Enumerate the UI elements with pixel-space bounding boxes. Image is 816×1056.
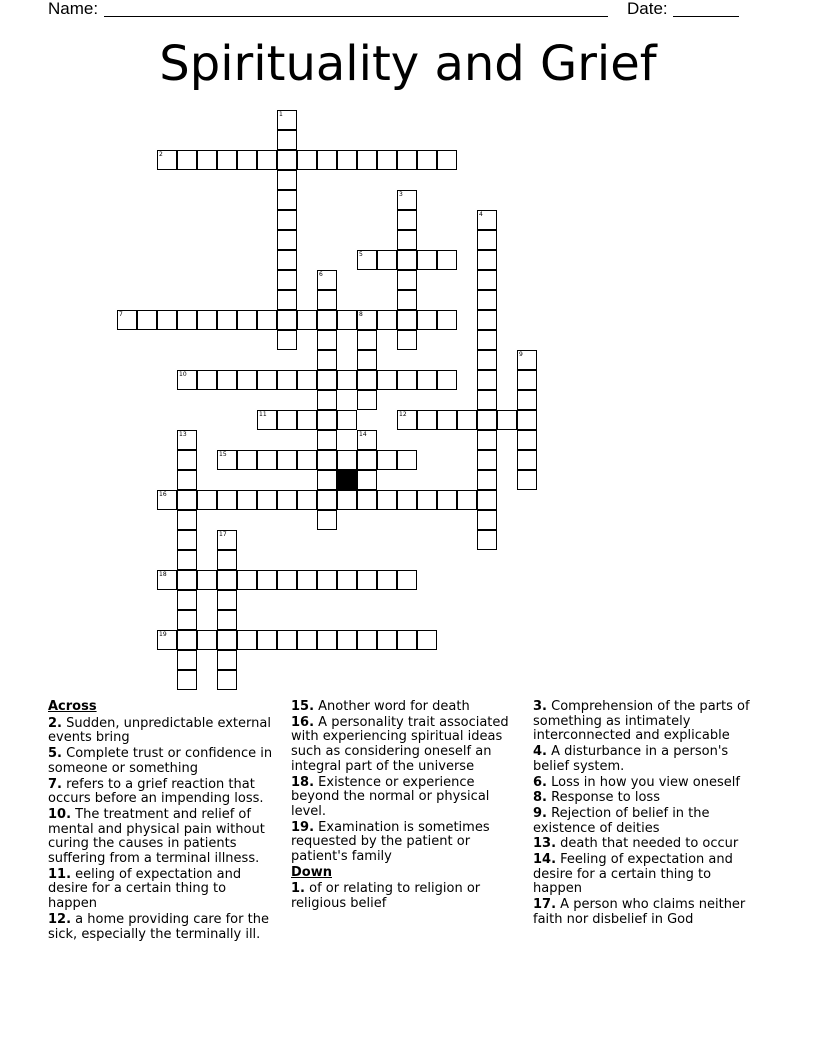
grid-cell[interactable] — [477, 350, 497, 370]
grid-cell[interactable] — [217, 490, 237, 510]
grid-cell[interactable] — [477, 290, 497, 310]
across-clue — [48, 808, 274, 867]
grid-cell[interactable] — [217, 370, 237, 390]
grid-cell[interactable] — [237, 630, 257, 650]
grid-cell[interactable] — [517, 370, 537, 390]
grid-cell[interactable] — [437, 410, 457, 430]
grid-cell[interactable] — [377, 310, 397, 330]
grid-cell[interactable] — [377, 570, 397, 590]
grid-cell[interactable] — [437, 150, 457, 170]
clue-number: 9. — [533, 805, 547, 821]
grid-cell[interactable] — [217, 610, 237, 630]
clue-number: 12. — [48, 911, 72, 927]
grid-cell[interactable] — [397, 450, 417, 470]
grid-cell[interactable] — [397, 230, 417, 250]
clue-text: a home providing care for the sick, especially the terminally ill. — [48, 911, 269, 942]
grid-cell[interactable] — [217, 670, 237, 690]
grid-cell[interactable] — [197, 570, 217, 590]
across-clue — [291, 776, 517, 820]
grid-cell[interactable] — [257, 310, 277, 330]
clue-text: Examination is sometimes requested by the patient or patient's family — [291, 819, 490, 865]
grid-cell[interactable] — [237, 310, 257, 330]
down-clue — [291, 882, 517, 911]
clue-number: 19. — [291, 819, 315, 835]
grid-cell[interactable] — [477, 250, 497, 270]
clue-number: 16. — [291, 714, 315, 730]
clue-number: 3 — [399, 191, 403, 198]
grid-cell[interactable] — [137, 310, 157, 330]
grid-cell[interactable] — [177, 590, 197, 610]
grid-cell[interactable] — [277, 330, 297, 350]
grid-cell[interactable] — [417, 370, 437, 390]
grid-cell[interactable] — [197, 630, 217, 650]
grid-cell[interactable] — [277, 170, 297, 190]
clue-text: Comprehension of the parts of something as intimately interconnected and explicable — [533, 699, 750, 744]
grid-cell[interactable] — [337, 570, 357, 590]
grid-cell[interactable] — [297, 410, 317, 430]
clue-number: 17 — [219, 531, 227, 538]
grid-cell[interactable] — [277, 310, 297, 330]
grid-cell[interactable] — [357, 350, 377, 370]
grid-cell[interactable] — [337, 310, 357, 330]
clue-number: 6 — [319, 271, 323, 278]
down-clue — [533, 791, 759, 806]
grid-cell[interactable] — [317, 150, 337, 170]
grid-cell[interactable] — [297, 630, 317, 650]
grid-cell[interactable] — [277, 490, 297, 510]
down-clue — [533, 700, 759, 744]
across-clue — [291, 700, 517, 715]
grid-cell[interactable] — [477, 390, 497, 410]
grid-cell[interactable] — [217, 150, 237, 170]
clue-number: 14 — [359, 431, 367, 438]
grid-cell[interactable] — [397, 150, 417, 170]
grid-cell[interactable] — [397, 210, 417, 230]
grid-cell[interactable] — [197, 490, 217, 510]
grid-cell[interactable] — [337, 370, 357, 390]
clues-column-1 — [48, 700, 274, 943]
grid-cell[interactable] — [177, 610, 197, 630]
clue-number: 18 — [159, 571, 167, 578]
grid-cell[interactable] — [177, 490, 197, 510]
clue-number: 2. — [48, 715, 62, 731]
grid-cell[interactable] — [277, 110, 297, 130]
grid-cell[interactable] — [257, 370, 277, 390]
grid-cell[interactable] — [237, 150, 257, 170]
grid-cell[interactable] — [237, 570, 257, 590]
grid-cell[interactable] — [517, 470, 537, 490]
grid-cell[interactable] — [277, 290, 297, 310]
grid-cell[interactable] — [257, 410, 277, 430]
down-heading: Down — [291, 864, 332, 880]
grid-cell[interactable] — [377, 150, 397, 170]
across-heading: Across — [48, 699, 97, 714]
grid-cell[interactable] — [317, 270, 337, 290]
grid-cell[interactable] — [177, 150, 197, 170]
grid-cell[interactable] — [177, 570, 197, 590]
clue-number: 4. — [533, 744, 547, 760]
grid-cell[interactable] — [217, 590, 237, 610]
clue-number: 11 — [259, 411, 267, 418]
grid-cell[interactable] — [177, 550, 197, 570]
grid-cell[interactable] — [197, 150, 217, 170]
grid-cell[interactable] — [197, 310, 217, 330]
clue-number: 5 — [359, 251, 363, 258]
clue-number: 6. — [533, 774, 547, 790]
grid-cell[interactable] — [357, 250, 377, 270]
grid-cell[interactable] — [157, 630, 177, 650]
grid-cell[interactable] — [317, 510, 337, 530]
grid-cell[interactable] — [417, 410, 437, 430]
grid-cell[interactable] — [177, 510, 197, 530]
clue-number: 17. — [533, 897, 557, 913]
clue-text: Feeling of expectation and desire for a certain thing to happen — [533, 852, 733, 897]
grid-cell[interactable] — [357, 310, 377, 330]
grid-cell[interactable] — [477, 230, 497, 250]
grid-cell[interactable] — [357, 470, 377, 490]
grid-cell[interactable] — [177, 470, 197, 490]
grid-cell[interactable] — [217, 530, 237, 550]
clue-text: death that needed to occur — [556, 836, 739, 852]
grid-cell[interactable] — [357, 570, 377, 590]
grid-cell[interactable] — [377, 370, 397, 390]
grid-cell[interactable] — [177, 650, 197, 670]
grid-cell[interactable] — [297, 150, 317, 170]
clue-number: 19 — [159, 631, 167, 638]
grid-cell[interactable] — [437, 490, 457, 510]
clue-number: 5. — [48, 746, 62, 762]
grid-cell[interactable] — [337, 630, 357, 650]
grid-cell[interactable] — [177, 630, 197, 650]
grid-cell[interactable] — [337, 410, 357, 430]
clue-number: 15. — [291, 699, 315, 714]
clue-text: Sudden, unpredictable external events bring — [48, 715, 271, 746]
grid-cell[interactable] — [277, 190, 297, 210]
grid-cell[interactable] — [477, 270, 497, 290]
grid-cell[interactable] — [377, 490, 397, 510]
grid-cell[interactable] — [477, 330, 497, 350]
grid-cell[interactable] — [217, 310, 237, 330]
grid-cell[interactable] — [177, 430, 197, 450]
grid-cell[interactable] — [197, 370, 217, 390]
grid-cell[interactable] — [437, 370, 457, 390]
grid-cell[interactable] — [317, 470, 337, 490]
clue-text: Complete trust or confidence in someone or something — [48, 746, 273, 776]
across-clue — [48, 913, 274, 942]
grid-cell[interactable] — [417, 490, 437, 510]
grid-cell[interactable] — [217, 570, 237, 590]
clue-number: 12 — [399, 411, 407, 418]
grid-cell[interactable] — [317, 430, 337, 450]
grid-cell[interactable] — [337, 150, 357, 170]
clue-number: 7. — [48, 776, 62, 792]
clue-number: 18. — [291, 774, 315, 790]
clue-number: 8 — [359, 311, 363, 318]
clue-text: A personality trait associated with experiencing spiritual ideas such as considering oneself an integral part of the universe — [291, 714, 509, 774]
grid-cell[interactable] — [177, 370, 197, 390]
grid-cell[interactable] — [157, 310, 177, 330]
grid-cell[interactable] — [277, 270, 297, 290]
grid-cell[interactable] — [397, 250, 417, 270]
clue-text: refers to a grief reaction that occurs before an impending loss. — [48, 776, 264, 807]
grid-cell[interactable] — [357, 370, 377, 390]
grid-cell[interactable] — [317, 450, 337, 470]
grid-cell[interactable] — [437, 250, 457, 270]
down-clue — [533, 745, 759, 774]
grid-cell[interactable] — [397, 330, 417, 350]
grid-cell[interactable] — [397, 270, 417, 290]
clue-number: 15 — [219, 451, 227, 458]
clue-number: 1 — [279, 111, 283, 118]
grid-cell[interactable] — [217, 650, 237, 670]
clue-number: 10 — [179, 371, 187, 378]
grid-cell[interactable] — [477, 410, 497, 430]
grid-cell[interactable] — [277, 410, 297, 430]
grid-cell[interactable] — [457, 490, 477, 510]
grid-cell[interactable] — [317, 410, 337, 430]
grid-cell[interactable] — [477, 430, 497, 450]
black-square — [337, 470, 357, 490]
grid-cell[interactable] — [417, 150, 437, 170]
clue-number: 2 — [159, 151, 163, 158]
grid-cell[interactable] — [217, 450, 237, 470]
grid-cell[interactable] — [117, 310, 137, 330]
grid-cell[interactable] — [357, 630, 377, 650]
clue-text: Another word for death — [314, 699, 470, 714]
clue-number: 11. — [48, 866, 72, 882]
clue-text: A person who claims neither faith nor disbelief in God — [533, 897, 746, 927]
grid-cell[interactable] — [357, 450, 377, 470]
grid-cell[interactable] — [357, 390, 377, 410]
clue-number: 1. — [291, 881, 305, 897]
down-clue — [533, 837, 759, 852]
grid-cell[interactable] — [277, 570, 297, 590]
grid-cell[interactable] — [397, 410, 417, 430]
across-clue — [48, 778, 274, 807]
down-clue — [533, 807, 759, 836]
grid-cell[interactable] — [237, 370, 257, 390]
grid-cell[interactable] — [317, 630, 337, 650]
grid-cell[interactable] — [257, 490, 277, 510]
grid-cell[interactable] — [157, 570, 177, 590]
grid-cell[interactable] — [277, 250, 297, 270]
clue-text: Rejection of belief in the existence of deities — [533, 805, 710, 836]
grid-cell[interactable] — [297, 450, 317, 470]
grid-cell[interactable] — [277, 230, 297, 250]
grid-cell[interactable] — [397, 190, 417, 210]
grid-cell[interactable] — [337, 450, 357, 470]
grid-cell[interactable] — [317, 350, 337, 370]
grid-cell[interactable] — [317, 370, 337, 390]
clue-text: A disturbance in a person's belief system. — [533, 744, 729, 774]
clue-number: 3. — [533, 699, 547, 714]
grid-cell[interactable] — [517, 390, 537, 410]
clue-text: Existence or experience beyond the normal or physical level. — [291, 774, 490, 819]
grid-cell[interactable] — [257, 630, 277, 650]
grid-cell[interactable] — [237, 490, 257, 510]
across-clue — [291, 821, 517, 865]
clue-text: Loss in how you view oneself — [546, 774, 740, 790]
grid-cell[interactable] — [417, 630, 437, 650]
clue-number: 9 — [519, 351, 523, 358]
clue-number: 16 — [159, 491, 167, 498]
grid-cell[interactable] — [157, 490, 177, 510]
grid-cell[interactable] — [377, 630, 397, 650]
clue-number: 8. — [533, 790, 547, 806]
grid-cell[interactable] — [297, 370, 317, 390]
grid-cell[interactable] — [217, 630, 237, 650]
grid-cell[interactable] — [417, 310, 437, 330]
grid-cell[interactable] — [257, 570, 277, 590]
clue-number: 10. — [48, 806, 72, 822]
across-clue — [48, 717, 274, 746]
grid-cell[interactable] — [177, 450, 197, 470]
grid-cell[interactable] — [477, 450, 497, 470]
grid-cell[interactable] — [477, 310, 497, 330]
grid-cell[interactable] — [297, 310, 317, 330]
grid-cell[interactable] — [477, 490, 497, 510]
down-clue — [533, 898, 759, 927]
grid-cell[interactable] — [437, 310, 457, 330]
grid-cell[interactable] — [397, 490, 417, 510]
grid-cell[interactable] — [397, 630, 417, 650]
grid-cell[interactable] — [277, 150, 297, 170]
grid-cell[interactable] — [397, 310, 417, 330]
grid-cell[interactable] — [257, 150, 277, 170]
across-clue — [291, 716, 517, 775]
grid-cell[interactable] — [397, 290, 417, 310]
grid-cell[interactable] — [277, 130, 297, 150]
grid-cell[interactable] — [477, 210, 497, 230]
grid-cell[interactable] — [217, 550, 237, 570]
grid-cell[interactable] — [277, 370, 297, 390]
grid-cell[interactable] — [517, 430, 537, 450]
date-label: Date: — [627, 0, 668, 18]
clues-column-2 — [291, 700, 517, 913]
grid-cell[interactable] — [317, 490, 337, 510]
clue-number: 7 — [119, 311, 123, 318]
grid-cell[interactable] — [397, 570, 417, 590]
grid-cell[interactable] — [257, 450, 277, 470]
clue-text: eeling of expectation and desire for a certain thing to happen — [48, 866, 242, 912]
grid-cell[interactable] — [177, 310, 197, 330]
grid-cell[interactable] — [317, 570, 337, 590]
grid-cell[interactable] — [397, 370, 417, 390]
page-title: Spirituality and Grief — [159, 36, 657, 92]
grid-cell[interactable] — [477, 510, 497, 530]
clue-number: 13 — [179, 431, 187, 438]
grid-cell[interactable] — [157, 150, 177, 170]
grid-cell[interactable] — [357, 430, 377, 450]
down-clue — [533, 853, 759, 897]
grid-cell[interactable] — [357, 330, 377, 350]
grid-cell[interactable] — [277, 210, 297, 230]
grid-cell[interactable] — [357, 490, 377, 510]
clue-number: 4 — [479, 211, 483, 218]
clue-text: The treatment and relief of mental and physical pain without curing the causes in patients suffering from a terminal illness. — [48, 806, 265, 867]
name-label: Name: — [48, 0, 99, 18]
grid-cell[interactable] — [517, 450, 537, 470]
grid-cell[interactable] — [277, 630, 297, 650]
clue-number: 13. — [533, 836, 557, 852]
grid-cell[interactable] — [297, 570, 317, 590]
grid-cell[interactable] — [517, 350, 537, 370]
grid-cell[interactable] — [477, 370, 497, 390]
grid-cell[interactable] — [317, 330, 337, 350]
grid-cell[interactable] — [337, 490, 357, 510]
across-clue — [48, 747, 274, 776]
grid-cell[interactable] — [177, 670, 197, 690]
grid-cell[interactable] — [457, 410, 477, 430]
across-clue — [48, 868, 274, 912]
down-clue — [533, 776, 759, 791]
grid-cell[interactable] — [477, 530, 497, 550]
grid-cell[interactable] — [297, 490, 317, 510]
clue-text: of or relating to religion or religious belief — [291, 881, 481, 912]
grid-cell[interactable] — [377, 450, 397, 470]
grid-cell[interactable] — [317, 390, 337, 410]
grid-cell[interactable] — [517, 410, 537, 430]
grid-cell[interactable] — [237, 450, 257, 470]
grid-cell[interactable] — [317, 290, 337, 310]
grid-cell[interactable] — [277, 450, 297, 470]
grid-cell[interactable] — [377, 250, 397, 270]
grid-cell[interactable] — [177, 530, 197, 550]
grid-cell[interactable] — [317, 310, 337, 330]
grid-cell[interactable] — [357, 150, 377, 170]
clue-number: 14. — [533, 852, 557, 868]
grid-cell[interactable] — [417, 250, 437, 270]
grid-cell[interactable] — [477, 470, 497, 490]
clues-column-3 — [533, 700, 759, 929]
clue-text: Response to loss — [546, 790, 660, 806]
grid-cell[interactable] — [497, 410, 517, 430]
